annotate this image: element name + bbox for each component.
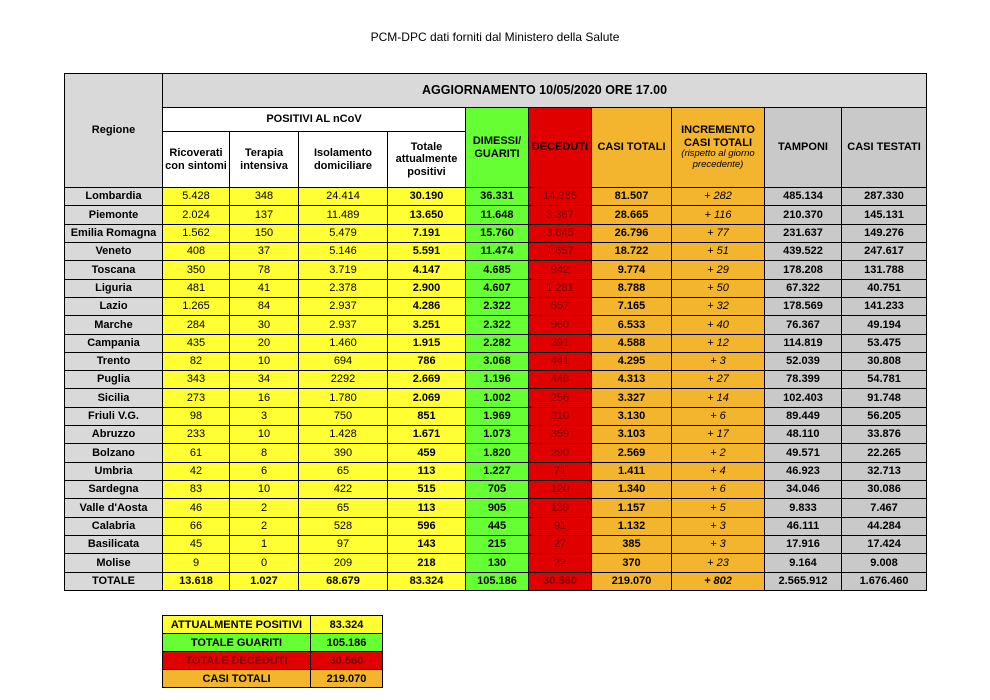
col-casi-testati: CASI TESTATI [842,108,927,188]
cell-totale-positivi: 851 [388,407,466,425]
cell-casi-testati: 32.713 [842,462,927,480]
cell-tamponi: 178.208 [765,261,842,279]
summary-value: 105.186 [311,634,383,652]
summary-row [163,670,383,688]
cell-casi-totali: 9.774 [592,261,672,279]
total-ricoverati: 13.618 [163,572,230,590]
cell-incremento: + 4 [672,462,765,480]
update-title: AGGIORNAMENTO 10/05/2020 ORE 17.00 [163,74,927,108]
cell-ricoverati: 83 [163,481,230,499]
cell-casi-testati: 247.617 [842,242,927,260]
cell-casi-totali: 4.295 [592,352,672,370]
summary-value: 219.070 [311,670,383,688]
cell-incremento: + 3 [672,352,765,370]
cell-totale-positivi: 5.591 [388,242,466,260]
cell-dimessi-guariti: 1.073 [466,426,529,444]
cell-terapia: 34 [230,371,299,389]
cell-deceduti: 3.367 [529,206,592,224]
cell-isolamento: 1.780 [299,389,388,407]
table-row [65,279,927,297]
cell-totale-positivi: 4.147 [388,261,466,279]
cell-dimessi-guariti: 3.068 [466,352,529,370]
cell-casi-totali: 3.327 [592,389,672,407]
cell-tamponi: 49.571 [765,444,842,462]
cell-casi-totali: 4.313 [592,371,672,389]
cell-totale-positivi: 786 [388,352,466,370]
total-dimessi-guariti: 105.186 [466,572,529,590]
cell-incremento: + 3 [672,517,765,535]
cell-terapia: 10 [230,352,299,370]
cell-isolamento: 2.937 [299,297,388,315]
cell-dimessi-guariti: 2.322 [466,297,529,315]
cell-incremento: + 77 [672,224,765,242]
cell-ricoverati: 233 [163,426,230,444]
cell-casi-testati: 131.788 [842,261,927,279]
cell-incremento: + 50 [672,279,765,297]
cell-totale-positivi: 1.671 [388,426,466,444]
cell-dimessi-guariti: 705 [466,481,529,499]
table-row [65,389,927,407]
cell-deceduti: 27 [529,535,592,553]
cell-terapia: 1 [230,535,299,553]
total-tamponi: 2.565.912 [765,572,842,590]
cell-ricoverati: 42 [163,462,230,480]
cell-casi-testati: 287.330 [842,188,927,206]
cell-totale-positivi: 4.286 [388,297,466,315]
page-header: PCM-DPC dati forniti dal Ministero della Salute [370,30,620,44]
cell-regione: Sardegna [65,481,163,499]
table-row [65,188,927,206]
cell-terapia: 30 [230,316,299,334]
cell-totale-positivi: 143 [388,535,466,553]
cell-incremento: + 27 [672,371,765,389]
covid-data-table [64,73,927,591]
table-row [65,261,927,279]
cell-incremento: + 2 [672,444,765,462]
cell-terapia: 10 [230,426,299,444]
cell-deceduti: 1.657 [529,242,592,260]
cell-casi-totali: 1.157 [592,499,672,517]
total-casi-testati: 1.676.460 [842,572,927,590]
cell-deceduti: 359 [529,426,592,444]
table-row [65,499,927,517]
cell-deceduti: 310 [529,407,592,425]
cell-totale-positivi: 7.191 [388,224,466,242]
cell-ricoverati: 343 [163,371,230,389]
cell-terapia: 137 [230,206,299,224]
cell-dimessi-guariti: 15.760 [466,224,529,242]
cell-casi-totali: 18.722 [592,242,672,260]
cell-deceduti: 120 [529,481,592,499]
cell-tamponi: 114.819 [765,334,842,352]
cell-ricoverati: 284 [163,316,230,334]
cell-dimessi-guariti: 445 [466,517,529,535]
cell-terapia: 3 [230,407,299,425]
cell-totale-positivi: 13.650 [388,206,466,224]
cell-incremento: + 6 [672,407,765,425]
cell-casi-totali: 370 [592,554,672,572]
summary-label: ATTUALMENTE POSITIVI [163,616,311,634]
cell-ricoverati: 1.562 [163,224,230,242]
cell-tamponi: 76.367 [765,316,842,334]
cell-isolamento: 65 [299,499,388,517]
cell-isolamento: 11.489 [299,206,388,224]
summary-label: TOTALE GUARITI [163,634,311,652]
table-row [65,297,927,315]
total-regione: TOTALE [65,572,163,590]
cell-isolamento: 1.428 [299,426,388,444]
cell-incremento: + 3 [672,535,765,553]
col-incremento: INCREMENTO CASI TOTALI (rispetto al giorno precedente) [672,108,765,188]
cell-regione: Sicilia [65,389,163,407]
cell-regione: Trento [65,352,163,370]
col-dimessi-guariti: DIMESSI/ GUARITI [466,108,529,188]
cell-totale-positivi: 2.669 [388,371,466,389]
cell-tamponi: 48.110 [765,426,842,444]
table-row [65,334,927,352]
cell-dimessi-guariti: 1.969 [466,407,529,425]
cell-deceduti: 91 [529,517,592,535]
table-body [65,188,927,591]
cell-incremento: + 282 [672,188,765,206]
cell-incremento: + 17 [672,426,765,444]
cell-regione: Puglia [65,371,163,389]
cell-casi-totali: 4.588 [592,334,672,352]
cell-tamponi: 9.164 [765,554,842,572]
col-casi-totali: CASI TOTALI [592,108,672,188]
cell-isolamento: 3.719 [299,261,388,279]
cell-deceduti: 22 [529,554,592,572]
cell-ricoverati: 9 [163,554,230,572]
cell-tamponi: 231.637 [765,224,842,242]
cell-casi-testati: 7.467 [842,499,927,517]
cell-tamponi: 52.039 [765,352,842,370]
cell-dimessi-guariti: 4.685 [466,261,529,279]
cell-casi-totali: 1.411 [592,462,672,480]
cell-dimessi-guariti: 130 [466,554,529,572]
cell-casi-testati: 54.781 [842,371,927,389]
cell-deceduti: 441 [529,352,592,370]
table-row [65,371,927,389]
cell-totale-positivi: 2.069 [388,389,466,407]
cell-isolamento: 390 [299,444,388,462]
col-regione: Regione [65,74,163,188]
cell-tamponi: 485.134 [765,188,842,206]
cell-casi-totali: 26.796 [592,224,672,242]
cell-casi-testati: 22.265 [842,444,927,462]
col-tamponi: TAMPONI [765,108,842,188]
col-terapia: Terapia intensiva [230,132,299,188]
cell-dimessi-guariti: 36.331 [466,188,529,206]
cell-isolamento: 5.146 [299,242,388,260]
cell-deceduti: 139 [529,499,592,517]
cell-terapia: 84 [230,297,299,315]
total-deceduti: 30.560 [529,572,592,590]
cell-incremento: + 12 [672,334,765,352]
cell-tamponi: 210.370 [765,206,842,224]
cell-ricoverati: 408 [163,242,230,260]
col-isolamento: Isolamento domiciliare [299,132,388,188]
cell-ricoverati: 481 [163,279,230,297]
cell-terapia: 2 [230,517,299,535]
cell-regione: Bolzano [65,444,163,462]
total-isolamento: 68.679 [299,572,388,590]
cell-dimessi-guariti: 2.322 [466,316,529,334]
cell-incremento: + 51 [672,242,765,260]
summary-row [163,616,383,634]
cell-casi-testati: 91.748 [842,389,927,407]
table-row [65,206,927,224]
cell-isolamento: 2.378 [299,279,388,297]
table-row [65,242,927,260]
cell-regione: Toscana [65,261,163,279]
cell-isolamento: 65 [299,462,388,480]
cell-regione: Marche [65,316,163,334]
table-row [65,517,927,535]
total-incremento: + 802 [672,572,765,590]
cell-dimessi-guariti: 1.820 [466,444,529,462]
cell-ricoverati: 82 [163,352,230,370]
cell-isolamento: 2292 [299,371,388,389]
cell-ricoverati: 1.265 [163,297,230,315]
cell-dimessi-guariti: 905 [466,499,529,517]
cell-casi-testati: 9.008 [842,554,927,572]
cell-regione: Piemonte [65,206,163,224]
cell-deceduti: 1.281 [529,279,592,297]
cell-casi-totali: 1.340 [592,481,672,499]
cell-totale-positivi: 30.190 [388,188,466,206]
cell-deceduti: 14.986 [529,188,592,206]
cell-dimessi-guariti: 1.196 [466,371,529,389]
cell-casi-totali: 3.130 [592,407,672,425]
cell-dimessi-guariti: 215 [466,535,529,553]
cell-terapia: 2 [230,499,299,517]
cell-casi-testati: 56.205 [842,407,927,425]
cell-isolamento: 209 [299,554,388,572]
cell-incremento: + 32 [672,297,765,315]
cell-totale-positivi: 218 [388,554,466,572]
table-row [65,224,927,242]
cell-casi-testati: 17.424 [842,535,927,553]
cell-tamponi: 89.449 [765,407,842,425]
total-casi-totali: 219.070 [592,572,672,590]
cell-regione: Lombardia [65,188,163,206]
totals-row [65,572,927,590]
table-row [65,462,927,480]
cell-casi-testati: 30.086 [842,481,927,499]
cell-ricoverati: 5.428 [163,188,230,206]
cell-totale-positivi: 113 [388,462,466,480]
table-row [65,535,927,553]
cell-casi-testati: 30.808 [842,352,927,370]
cell-isolamento: 1.460 [299,334,388,352]
cell-totale-positivi: 3.251 [388,316,466,334]
cell-isolamento: 5.479 [299,224,388,242]
cell-terapia: 41 [230,279,299,297]
total-totale-positivi: 83.324 [388,572,466,590]
cell-tamponi: 46.111 [765,517,842,535]
cell-tamponi: 9.833 [765,499,842,517]
cell-regione: Campania [65,334,163,352]
cell-totale-positivi: 113 [388,499,466,517]
cell-isolamento: 97 [299,535,388,553]
cell-regione: Lazio [65,297,163,315]
table-row [65,554,927,572]
summary-row [163,652,383,670]
cell-ricoverati: 98 [163,407,230,425]
cell-casi-testati: 141.233 [842,297,927,315]
cell-terapia: 16 [230,389,299,407]
cell-tamponi: 439.522 [765,242,842,260]
cell-tamponi: 102.403 [765,389,842,407]
total-terapia: 1.027 [230,572,299,590]
cell-casi-totali: 6.533 [592,316,672,334]
cell-casi-totali: 81.507 [592,188,672,206]
cell-incremento: + 116 [672,206,765,224]
cell-casi-testati: 44.284 [842,517,927,535]
cell-incremento: + 14 [672,389,765,407]
cell-regione: Molise [65,554,163,572]
cell-casi-totali: 7.165 [592,297,672,315]
table-row [65,426,927,444]
cell-casi-totali: 385 [592,535,672,553]
cell-deceduti: 3.845 [529,224,592,242]
cell-deceduti: 391 [529,334,592,352]
cell-casi-totali: 2.569 [592,444,672,462]
cell-isolamento: 694 [299,352,388,370]
cell-deceduti: 942 [529,261,592,279]
cell-isolamento: 528 [299,517,388,535]
cell-regione: Basilicata [65,535,163,553]
cell-terapia: 78 [230,261,299,279]
cell-regione: Liguria [65,279,163,297]
cell-terapia: 20 [230,334,299,352]
cell-ricoverati: 350 [163,261,230,279]
cell-totale-positivi: 596 [388,517,466,535]
cell-totale-positivi: 1.915 [388,334,466,352]
summary-row [163,634,383,652]
cell-totale-positivi: 515 [388,481,466,499]
cell-ricoverati: 61 [163,444,230,462]
col-incremento-note: (rispetto al giorno precedente) [681,148,755,171]
table-row [65,352,927,370]
cell-ricoverati: 66 [163,517,230,535]
summary-box [162,615,383,688]
cell-tamponi: 78.399 [765,371,842,389]
cell-deceduti: 557 [529,297,592,315]
cell-casi-testati: 145.131 [842,206,927,224]
cell-tamponi: 67.322 [765,279,842,297]
cell-terapia: 6 [230,462,299,480]
group-positivi: POSITIVI AL nCoV [163,108,466,132]
cell-incremento: + 23 [672,554,765,572]
summary-label: TOTALE DECEDUTI [163,652,311,670]
cell-casi-totali: 1.132 [592,517,672,535]
cell-regione: Veneto [65,242,163,260]
col-deceduti: DECEDUTI [529,108,592,188]
cell-dimessi-guariti: 11.648 [466,206,529,224]
col-totale-positivi: Totale attualmente positivi [388,132,466,188]
cell-dimessi-guariti: 2.282 [466,334,529,352]
cell-casi-testati: 33.876 [842,426,927,444]
cell-terapia: 0 [230,554,299,572]
cell-deceduti: 290 [529,444,592,462]
summary-label: CASI TOTALI [163,670,311,688]
cell-dimessi-guariti: 1.002 [466,389,529,407]
cell-tamponi: 46.923 [765,462,842,480]
cell-incremento: + 6 [672,481,765,499]
table-row [65,481,927,499]
cell-regione: Umbria [65,462,163,480]
cell-terapia: 37 [230,242,299,260]
summary-value: 83.324 [311,616,383,634]
cell-casi-totali: 8.788 [592,279,672,297]
table-row [65,316,927,334]
cell-deceduti: 71 [529,462,592,480]
cell-regione: Calabria [65,517,163,535]
cell-dimessi-guariti: 4.607 [466,279,529,297]
cell-casi-totali: 28.665 [592,206,672,224]
cell-deceduti: 448 [529,371,592,389]
cell-regione: Abruzzo [65,426,163,444]
cell-tamponi: 17.916 [765,535,842,553]
cell-incremento: + 5 [672,499,765,517]
cell-incremento: + 29 [672,261,765,279]
cell-terapia: 348 [230,188,299,206]
col-ricoverati: Ricoverati con sintomi [163,132,230,188]
cell-deceduti: 256 [529,389,592,407]
cell-ricoverati: 435 [163,334,230,352]
cell-dimessi-guariti: 1.227 [466,462,529,480]
cell-regione: Valle d'Aosta [65,499,163,517]
cell-casi-testati: 40.751 [842,279,927,297]
cell-totale-positivi: 2.900 [388,279,466,297]
cell-ricoverati: 2.024 [163,206,230,224]
cell-regione: Friuli V.G. [65,407,163,425]
cell-ricoverati: 45 [163,535,230,553]
cell-terapia: 8 [230,444,299,462]
cell-incremento: + 40 [672,316,765,334]
cell-tamponi: 178.569 [765,297,842,315]
cell-dimessi-guariti: 11.474 [466,242,529,260]
cell-tamponi: 34.046 [765,481,842,499]
cell-ricoverati: 46 [163,499,230,517]
cell-terapia: 10 [230,481,299,499]
cell-totale-positivi: 459 [388,444,466,462]
cell-ricoverati: 273 [163,389,230,407]
table-row [65,444,927,462]
cell-isolamento: 750 [299,407,388,425]
cell-casi-totali: 3.103 [592,426,672,444]
cell-isolamento: 24.414 [299,188,388,206]
table-row [65,407,927,425]
cell-terapia: 150 [230,224,299,242]
summary-value: 30.560 [311,652,383,670]
cell-regione: Emilia Romagna [65,224,163,242]
cell-deceduti: 960 [529,316,592,334]
cell-isolamento: 2.937 [299,316,388,334]
cell-isolamento: 422 [299,481,388,499]
cell-casi-testati: 53.475 [842,334,927,352]
cell-casi-testati: 49.194 [842,316,927,334]
cell-casi-testati: 149.276 [842,224,927,242]
